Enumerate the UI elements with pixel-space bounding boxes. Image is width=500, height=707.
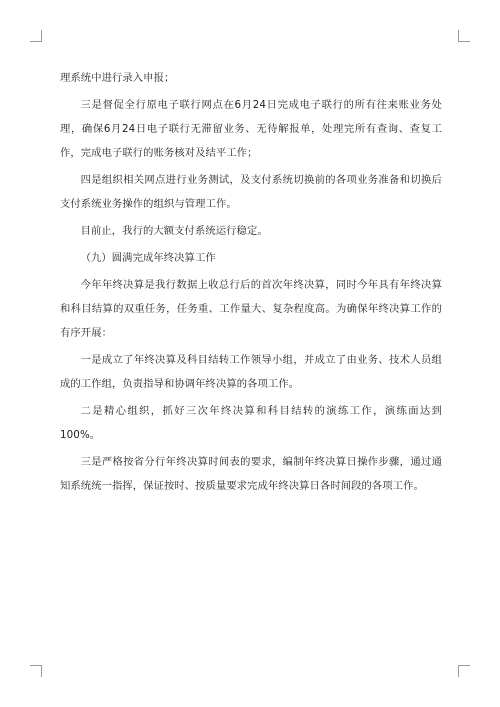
document-body [60,66,442,501]
crop-mark-top-left [30,30,42,42]
paragraph: 四是组织相关网点进行业务测试，及支付系统切换前的各项业务准备和切换后支付系统业务操作的组织与管理工作。 [60,174,442,210]
paragraph: 今年年终决算是我行数据上收总行后的首次年终决算，同时今年具有年终决算和科目结算的双重任务，任务重、工作量大、复杂程度高。为确保年终决算工作的有序开展： [60,279,442,339]
paragraph: 三是督促全行原电子联行网点在6月24日完成电子联行的所有往来账业务处理，确保6月24日电子联行无滞留业务、无待解报单，处理完所有查询、查复工作，完成电子联行的账务核对及结平工作； [60,99,442,159]
paragraph: 三是严格按省分行年终决算时间表的要求，编制年终决算日操作步骤，通过通知系统统一指挥，保证按时、按质量要求完成年终决算日各时间段的各项工作。 [60,456,442,492]
paragraph: 理系统中进行录入申报； [60,72,175,84]
paragraph: 二是精心组织，抓好三次年终决算和科目结转的演练工作，演练面达到100%。 [60,405,442,441]
crop-mark-top-right [458,30,470,42]
crop-mark-bottom-right [458,665,470,677]
paragraph: 一是成立了年终决算及科目结转工作领导小组，并成立了由业务、技术人员组成的工作组，负责指导和协调年终决算的各项工作。 [60,354,442,390]
section-heading: （九）圆满完成年终决算工作 [80,252,216,264]
paragraph: 目前止，我行的大额支付系统运行稳定。 [80,225,268,237]
crop-mark-bottom-left [30,665,42,677]
